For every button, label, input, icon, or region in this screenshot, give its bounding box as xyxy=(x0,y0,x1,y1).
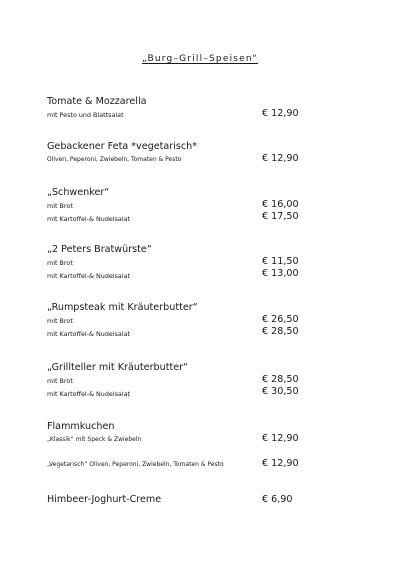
item-flammkuchen-vegetarisch xyxy=(47,461,224,468)
item-schwenker-name: „Schwenker“ xyxy=(47,187,110,198)
item-bratwurst-price1: € 11,50 xyxy=(262,256,299,267)
item-grillteller-opt1: mit Brot xyxy=(47,377,73,385)
item-bratwurst-opt1: mit Brot xyxy=(47,259,73,267)
item-rumpsteak-opt1: mit Brot xyxy=(47,317,73,325)
item-grillteller-price2: € 30,50 xyxy=(262,386,299,397)
item-schwenker-price1: € 16,00 xyxy=(262,199,299,210)
item-tomate-desc: mit Pesto und Blattsalat xyxy=(47,111,124,119)
veg-desc: Oliven, Peperoni, Zwiebeln, Tomaten & Pesto xyxy=(89,461,224,468)
item-grillteller-name: „Grillteller mit Kräuterbutter“ xyxy=(47,362,189,373)
item-feta-desc: Oliven, Peperoni, Zwiebeln, Tomaten & Pesto xyxy=(47,156,182,163)
item-schwenker-opt1: mit Brot xyxy=(47,202,73,210)
item-tomate-name: Tomate & Mozzarella xyxy=(47,96,147,107)
item-bratwurst-opt2: mit Kartoffel-& Nudelsalat xyxy=(47,272,131,280)
item-flammkuchen-name: Flammkuchen xyxy=(47,421,115,432)
item-creme-price: € 6,90 xyxy=(262,494,293,505)
item-flammkuchen-veg-price: € 12,90 xyxy=(262,458,299,469)
item-flammkuchen-klassik xyxy=(47,436,141,443)
item-bratwurst-name: „2 Peters Bratwürste“ xyxy=(47,244,152,255)
item-rumpsteak-price2: € 28,50 xyxy=(262,326,299,337)
item-rumpsteak-opt2: mit Kartoffel-& Nudelsalat xyxy=(47,330,131,338)
item-creme-name: Himbeer-Joghurt-Creme xyxy=(47,494,162,505)
item-rumpsteak-name: „Rumpsteak mit Kräuterbutter“ xyxy=(47,302,198,313)
klassik-label: „Klassik“ xyxy=(47,436,74,443)
item-feta-price: € 12,90 xyxy=(262,153,299,164)
item-grillteller-opt2: mit Kartoffel-& Nudelsalat xyxy=(47,390,131,398)
item-schwenker-price2: € 17,50 xyxy=(262,211,299,222)
item-tomate-price: € 12,90 xyxy=(262,108,299,119)
item-bratwurst-price2: € 13,00 xyxy=(262,268,299,279)
item-rumpsteak-price1: € 26,50 xyxy=(262,314,299,325)
item-grillteller-price1: € 28,50 xyxy=(262,374,299,385)
menu-title: „Burg–Grill–Speisen“ xyxy=(141,54,259,64)
item-schwenker-opt2: mit Kartoffel-& Nudelsalat xyxy=(47,215,131,223)
item-flammkuchen-klassik-price: € 12,90 xyxy=(262,433,299,444)
klassik-desc: mit Speck & Zwiebeln xyxy=(75,436,142,443)
veg-label: „Vegetarisch“ xyxy=(47,461,88,468)
item-feta-name: Gebackener Feta *vegetarisch* xyxy=(47,141,198,152)
